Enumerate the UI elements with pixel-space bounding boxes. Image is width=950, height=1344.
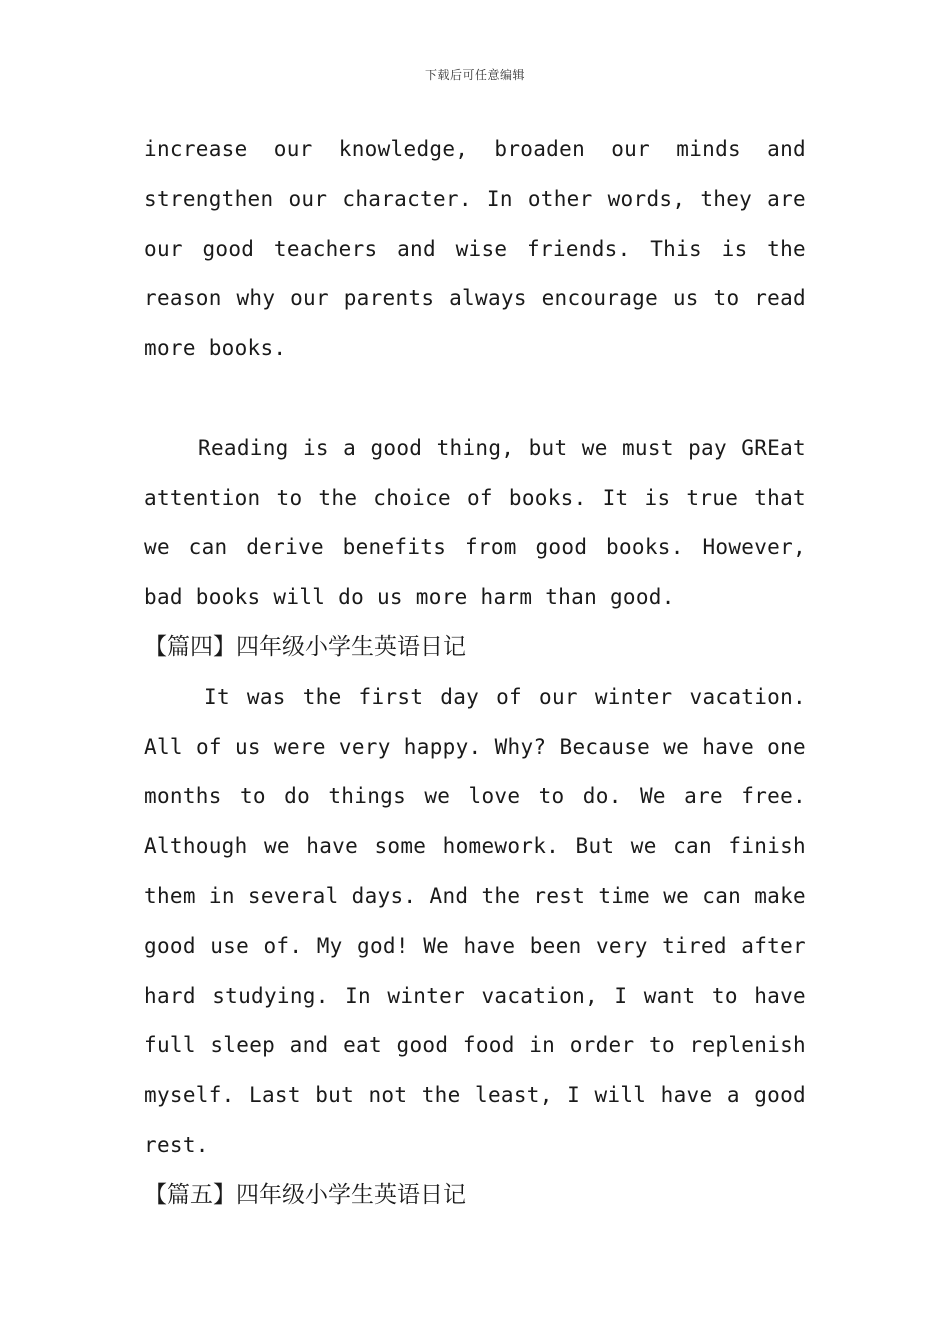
- section-heading-4: 【篇四】四年级小学生英语日记: [144, 633, 466, 660]
- paragraph-3: It was the first day of our winter vacation. All of us were very happy. Why? Because we have one months to do things we love to do. We are free. Although we have some homework. But we can finish them in several days. And the rest time we can make good use of. My god! We have been very tired after hard studying. In winter vacation, I want to have full sleep and eat good food in order to replenish myself. Last but not the least, I will have a good rest.: [144, 684, 806, 1157]
- paragraph-spacer: [144, 374, 806, 424]
- paragraph-2: Reading is a good thing, but we must pay GREat attention to the choice of books. It is true that we can derive benefits from good books. However, bad books will do us more harm than good.: [144, 435, 806, 610]
- paragraph-1: increase our knowledge, broaden our minds and strengthen our character. In other words, they are our good teachers and wise friends. This is the reason why our parents always encourage us to read more books.: [144, 137, 806, 361]
- document-body: [144, 125, 806, 1221]
- section-heading-5: 【篇五】四年级小学生英语日记: [144, 1181, 466, 1208]
- header-note: 下载后可任意编辑: [424, 68, 525, 82]
